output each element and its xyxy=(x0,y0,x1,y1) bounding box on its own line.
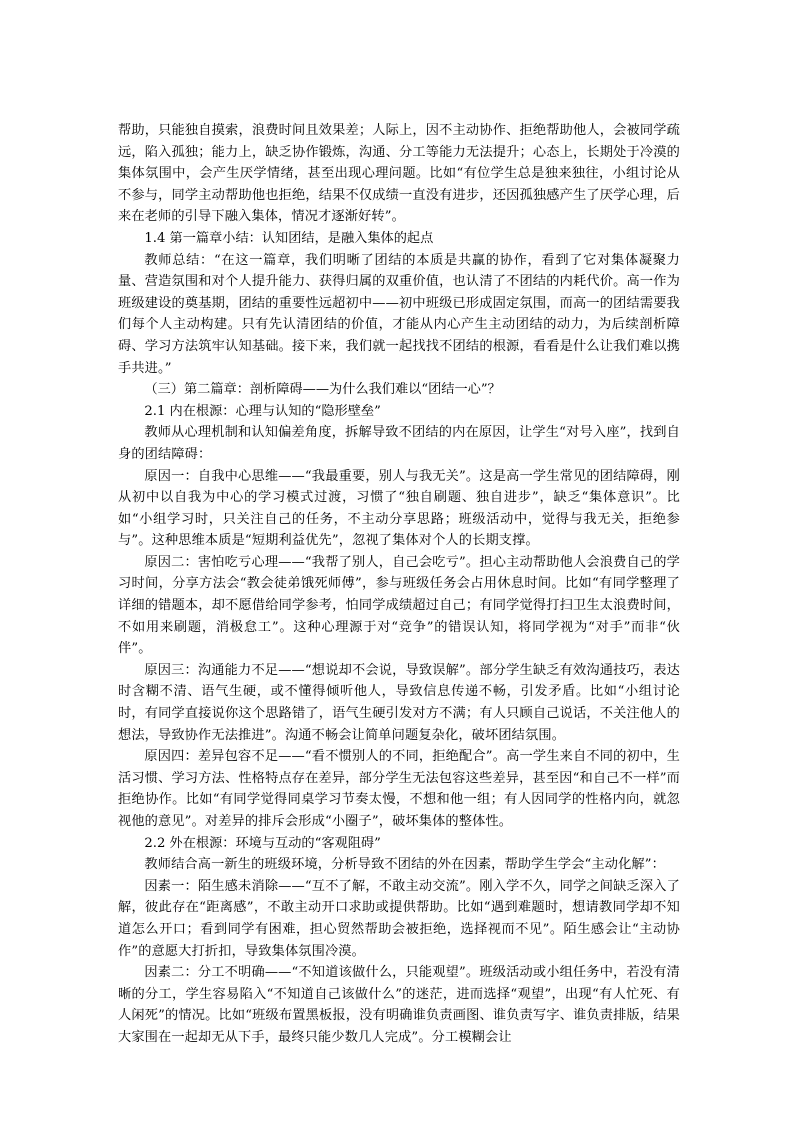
subheading-1-4: 1.4 第一篇章小结：认知团结，是融入集体的起点 xyxy=(144,230,434,246)
section-title-chapter-2: （三）第二篇章：剖析障碍——为什么我们难以“团结一心”？ xyxy=(144,382,501,398)
paragraph-cause-4: 原因四：差异包容不足——“看不惯别人的不同，拒绝配合”。高一学生来自不同的初中，生活习惯、学习方法、性格特点存在差异，部分学生无法包容这些差异，甚至因“和自己不一样”而拒绝协作。比如“有同学觉得同桌学习节奏太慢，不想和他一组；有人因同学的性格内向，就忽视他的意见”。对差异的排斥会形成“小圈子”，破坏集体的整体性。 xyxy=(118,749,680,829)
subheading-2-2: 2.2 外在根源：环境与互动的“客观阻碍” xyxy=(144,835,381,851)
document-page xyxy=(118,120,680,1049)
paragraph-cause-1: 原因一：自我中心思维——“我最重要，别人与我无关”。这是高一学生常见的团结障碍，刚从初中以自我为中心的学习模式过渡，习惯了“独自刷题、独自进步”，缺乏“集体意识”。比如“小组学习时，只关注自己的任务，不主动分享思路；班级活动中，觉得与我无关，拒绝参与”。这种思维本质是“短期利益优先”，忽视了集体对个人的长期支撑。 xyxy=(118,468,680,549)
paragraph-intro-outer-causes: 教师结合高一新生的班级环境，分析导致不团结的外在因素，帮助学生学会“主动化解”： xyxy=(144,857,665,873)
paragraph-factor-1: 因素一：陌生感未消除——“互不了解，不敢主动交流”。刚入学不久，同学之间缺乏深入了解，彼此存在“距离感”，不敢主动开口求助或提供帮助。比如“遇到难题时，想请教同学却不知道怎么开口；看到同学有困难，担心贸然帮助会被拒绝，选择视而不见”。陌生感会让“主动协作”的意愿大打折扣，导致集体氛围冷漠。 xyxy=(118,878,680,959)
paragraph-continuation: 帮助，只能独自摸索，浪费时间且效果差；人际上，因不主动协作、拒绝帮助他人，会被同学疏远，陷入孤独；能力上，缺乏协作锻炼，沟通、分工等能力无法提升；心态上，长期处于冷漠的集体氛围中，会产生厌学情绪，甚至出现心理问题。比如“有位学生总是独来独往，小组讨论从不参与，同学主动帮助他也拒绝，结果不仅成绩一直没有进步，还因孤独感产生了厌学心理，后来在老师的引导下融入集体，情况才逐渐好转”。 xyxy=(118,123,680,225)
subheading-2-1: 2.1 内在根源：心理与认知的“隐形壁垒” xyxy=(144,403,381,419)
paragraph-intro-inner-causes: 教师从心理机制和认知偏差角度，拆解导致不团结的内在原因，让学生“对号入座”，找到自身的团结障碍： xyxy=(118,425,680,462)
paragraph-factor-2: 因素二：分工不明确——“不知道该做什么，只能观望”。班级活动或小组任务中，若没有清晰的分工，学生容易陷入“不知道自己该做什么”的迷茫，进而选择“观望”，出现“有人忙死、有人闲死”的情况。比如“班级布置黑板报，没有明确谁负责画图、谁负责写字、谁负责排版，结果大家围在一起却无从下手，最终只能少数几人完成”。分工模糊会让 xyxy=(118,965,680,1045)
paragraph-teacher-summary: 教师总结：“在这一篇章，我们明晰了团结的本质是共赢的协作，看到了它对集体凝聚力量、营造氛围和对个人提升能力、获得归属的双重价值，也认清了不团结的内耗代价。高一作为班级建设的奠基期，团结的重要性远超初中——初中班级已形成固定氛围，而高一的团结需要我们每个人主动构建。只有先认清团结的价值，才能从内心产生主动团结的动力，为后续剖析障碍、学习方法筑牢认知基础。接下来，我们就一起找找不团结的根源，看看是什么让我们难以携手共进。” xyxy=(118,252,680,376)
paragraph-cause-2: 原因二：害怕吃亏心理——“我帮了别人，自己会吃亏”。担心主动帮助他人会浪费自己的学习时间，分享方法会“教会徒弟饿死师傅”，参与班级任务会占用休息时间。比如“有同学整理了详细的错题本，却不愿借给同学参考，怕同学成绩超过自己；有同学觉得打扫卫生太浪费时间，不如用来刷题，消极怠工”。这种心理源于对“竞争”的错误认知，将同学视为“对手”而非“伙伴”。 xyxy=(118,554,680,657)
paragraph-cause-3: 原因三：沟通能力不足——“想说却不会说，导致误解”。部分学生缺乏有效沟通技巧，表达时含糊不清、语气生硬，或不懂得倾听他人，导致信息传递不畅，引发矛盾。比如“小组讨论时，有同学直接说你这个思路错了，语气生硬引发对方不满；有人只顾自己说话，不关注他人的想法，导致协作无法推进”。沟通不畅会让简单问题复杂化，破坏团结氛围。 xyxy=(118,662,680,743)
